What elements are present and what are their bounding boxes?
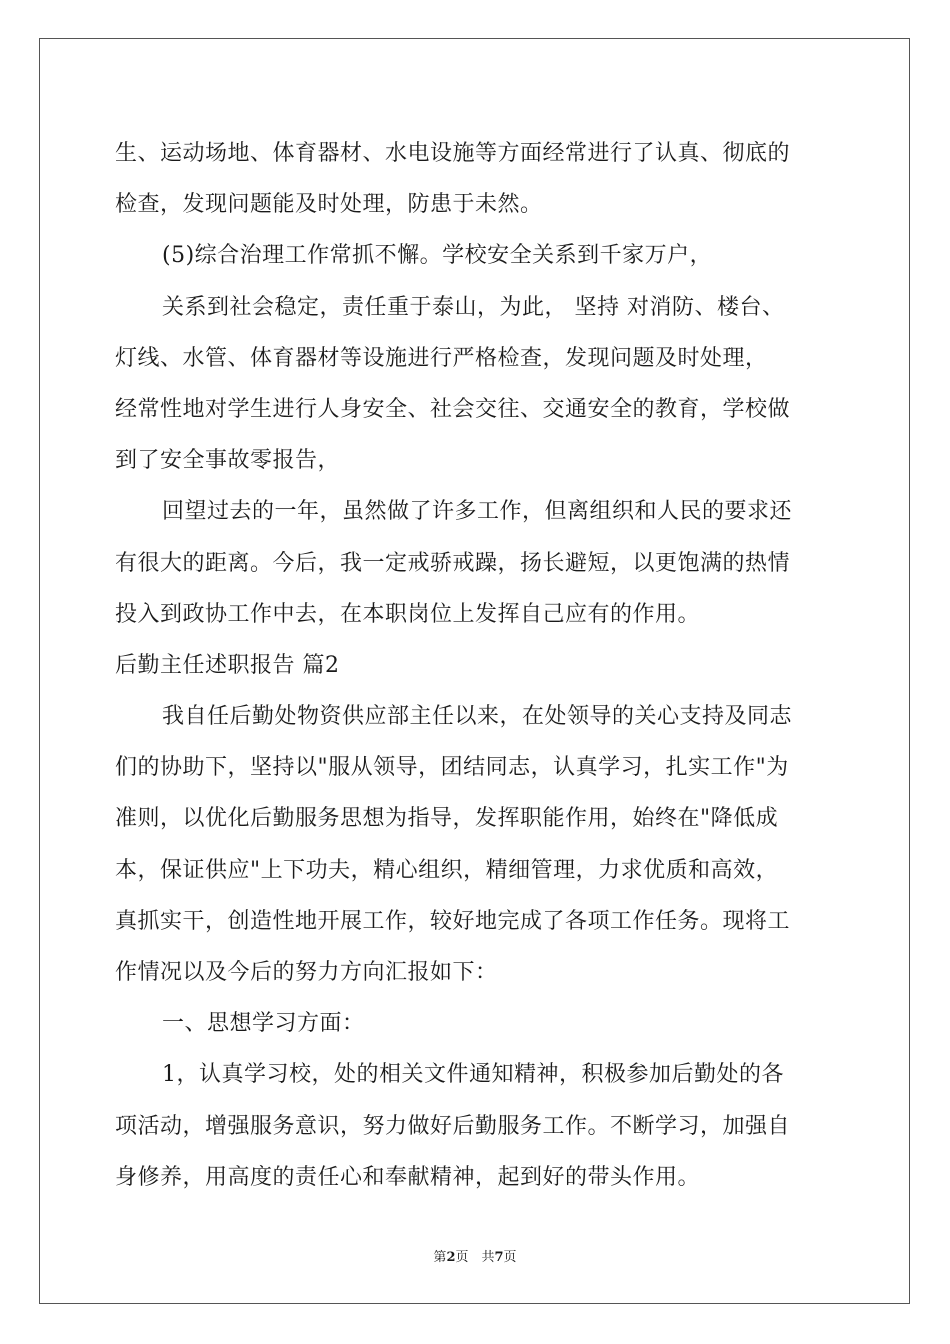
text-line: 作情况以及今后的努力方向汇报如下： — [115, 960, 498, 985]
text-line: 准则，以优化后勤服务思想为指导，发挥职能作用，始终在"降低成 — [115, 806, 779, 832]
text-line: 身修养，用高度的责任心和奉献精神，起到好的带头作用。 — [115, 1164, 701, 1190]
text-line: 检查，发现问题能及时处理，防患于未然。 — [115, 192, 543, 218]
text-line: 回望过去的一年，虽然做了许多工作，但离组织和人民的要求还 — [162, 499, 793, 525]
section-heading: 后勤主任述职报告 篇2 — [115, 652, 340, 678]
text-line: 经常性地对学生进行人身安全、社会交往、交通安全的教育，学校做 — [115, 396, 791, 422]
text-line: 生、运动场地、体育器材、水电设施等方面经常进行了认真、彻底的 — [115, 141, 791, 166]
text-line: (5)综合治理工作常抓不懈。学校安全关系到千家万户， — [162, 243, 713, 269]
text-line: 真抓实干，创造性地开展工作，较好地完成了各项工作任务。现将工 — [115, 908, 791, 934]
page-total: 7 — [494, 1250, 504, 1265]
page-prefix: 第 — [433, 1250, 447, 1265]
page-footer — [0, 1246, 950, 1265]
subsection-heading: 一、思想学习方面： — [162, 1011, 365, 1037]
text-line: 1，认真学习校，处的相关文件通知精神，积极参加后勤处的各 — [162, 1062, 784, 1088]
text-line: 到了安全事故零报告， — [115, 448, 341, 474]
text-line: 投入到政协工作中去，在本职岗位上发挥自己应有的作用。 — [115, 601, 701, 627]
text-line: 本，保证供应"上下功夫，精心组织，精细管理，力求优质和高效， — [115, 857, 779, 883]
page-mid: 页 共 — [455, 1250, 495, 1265]
page-current: 2 — [446, 1250, 456, 1265]
text-line: 关系到社会稳定，责任重于泰山，为此， 坚持 对消防、楼台、 — [162, 294, 785, 320]
text-line: 项活动，增强服务意识，努力做好后勤服务工作。不断学习，加强自 — [115, 1113, 791, 1139]
text-line: 有很大的距离。今后，我一定戒骄戒躁，扬长避短，以更饱满的热情 — [115, 550, 791, 576]
document-body — [115, 128, 835, 1203]
text-line: 我自任后勤处物资供应部主任以来，在处领导的关心支持及同志 — [162, 704, 793, 730]
text-line: 灯线、水管、体育器材等设施进行严格检查，发现问题及时处理， — [115, 345, 768, 371]
page-suffix: 页 — [503, 1250, 517, 1265]
text-line: 们的协助下，坚持以"服从领导，团结同志，认真学习，扎实工作"为 — [115, 755, 789, 781]
